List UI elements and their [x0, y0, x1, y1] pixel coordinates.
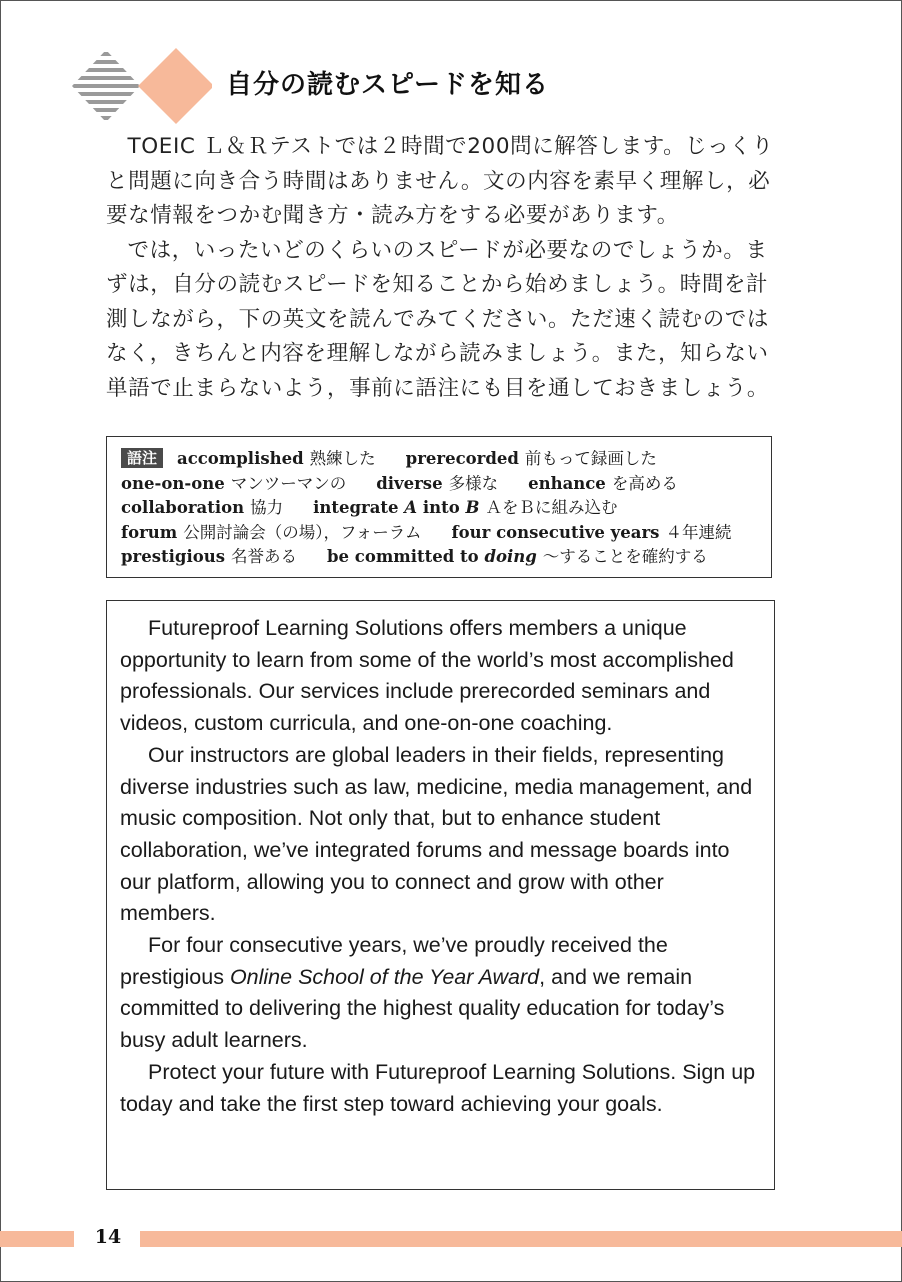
glossary-term: be committed to doing [327, 547, 537, 566]
glossary-line [121, 545, 759, 570]
diamond-stripes-icon [72, 48, 212, 124]
glossary-term: enhance [528, 473, 606, 493]
passage-paragraph: Our instructors are global leaders in their fields, representing diverse industries such as law, medicine, media management, and music composition. Not only that, but to enhance student collaboration, we’ve integrated forums and message boards into our platform, allowing you to connect and grow with other members. [120, 742, 753, 926]
reading-passage [106, 600, 775, 1190]
glossary-line [121, 496, 759, 521]
glossary-box [106, 436, 772, 578]
glossary-meaning: ～することを確約する [542, 547, 708, 566]
glossary-term: prerecorded [405, 449, 519, 468]
glossary-meaning: ＡをＢに組み込む [485, 498, 618, 517]
glossary-line [121, 521, 759, 546]
glossary-meaning: マンツーマンの [230, 473, 347, 493]
glossary-term: accomplished [177, 449, 304, 468]
glossary-term: four consecutive years [451, 522, 660, 542]
glossary-meaning: 多様な [448, 473, 499, 493]
glossary-meaning: 熟練した [309, 449, 376, 468]
glossary-label: 語注 [121, 448, 163, 468]
intro-paragraph: TOEIC Ｌ＆Ｒテストでは２時間で200問に解答します。じっくりと問題に向き合う時間はありません。文の内容を素早く理解し，必要な情報をつかむ聞き方・読み方をする必要があります。 [106, 134, 774, 228]
passage-paragraph: For four consecutive years, we’ve proudly received the prestigious Online School of the Year Award, and we remain committed to delivering the highest quality education for today’s busy adult learners. [120, 933, 725, 1053]
intro-paragraph: では，いったいどのくらいのスピードが必要なのでしょうか。まずは，自分の読むスピードを知ることから始めましょう。時間を計測しながら，下の英文を読んでみてください。ただ速く読むのではなく，きちんと内容を理解しながら読みましょう。また，知らない単語で止まらないよう，事前に語注にも目を通しておきましょう。 [106, 237, 770, 401]
glossary-line [121, 447, 759, 472]
glossary-meaning: 前もって録画した [524, 449, 657, 468]
glossary-term: forum [121, 522, 178, 542]
award-name: Online School of the Year Award [229, 964, 540, 989]
footer-bar [140, 1231, 902, 1247]
glossary-meaning: ４年連続 [665, 522, 732, 542]
passage-paragraph: Protect your future with Futureproof Learning Solutions. Sign up today and take the first step toward achieving your goals. [120, 1059, 756, 1116]
glossary-meaning: 協力 [250, 498, 284, 517]
section-heading [72, 48, 772, 124]
glossary-term: one-on-one [121, 473, 225, 493]
glossary-meaning: 公開討論会（の場），フォーラム [183, 522, 422, 542]
glossary-line [121, 472, 759, 497]
glossary-term: integrate A into B [313, 498, 480, 517]
glossary-term: prestigious [121, 547, 226, 566]
intro-text [106, 130, 780, 406]
page-number: 14 [94, 1226, 122, 1248]
footer-bar [0, 1231, 74, 1247]
glossary-term: diverse [376, 473, 443, 493]
glossary-meaning: を高める [611, 473, 678, 493]
glossary-meaning: 名誉ある [231, 547, 298, 566]
passage-paragraph: Futureproof Learning Solutions offers members a unique opportunity to learn from some of the world’s most accomplished professionals. Our services include prerecorded seminars and videos, custom curricula, and one-on-one coaching. [120, 616, 734, 736]
section-title: 自分の読むスピードを知る [226, 70, 549, 100]
glossary-term: collaboration [121, 498, 245, 517]
